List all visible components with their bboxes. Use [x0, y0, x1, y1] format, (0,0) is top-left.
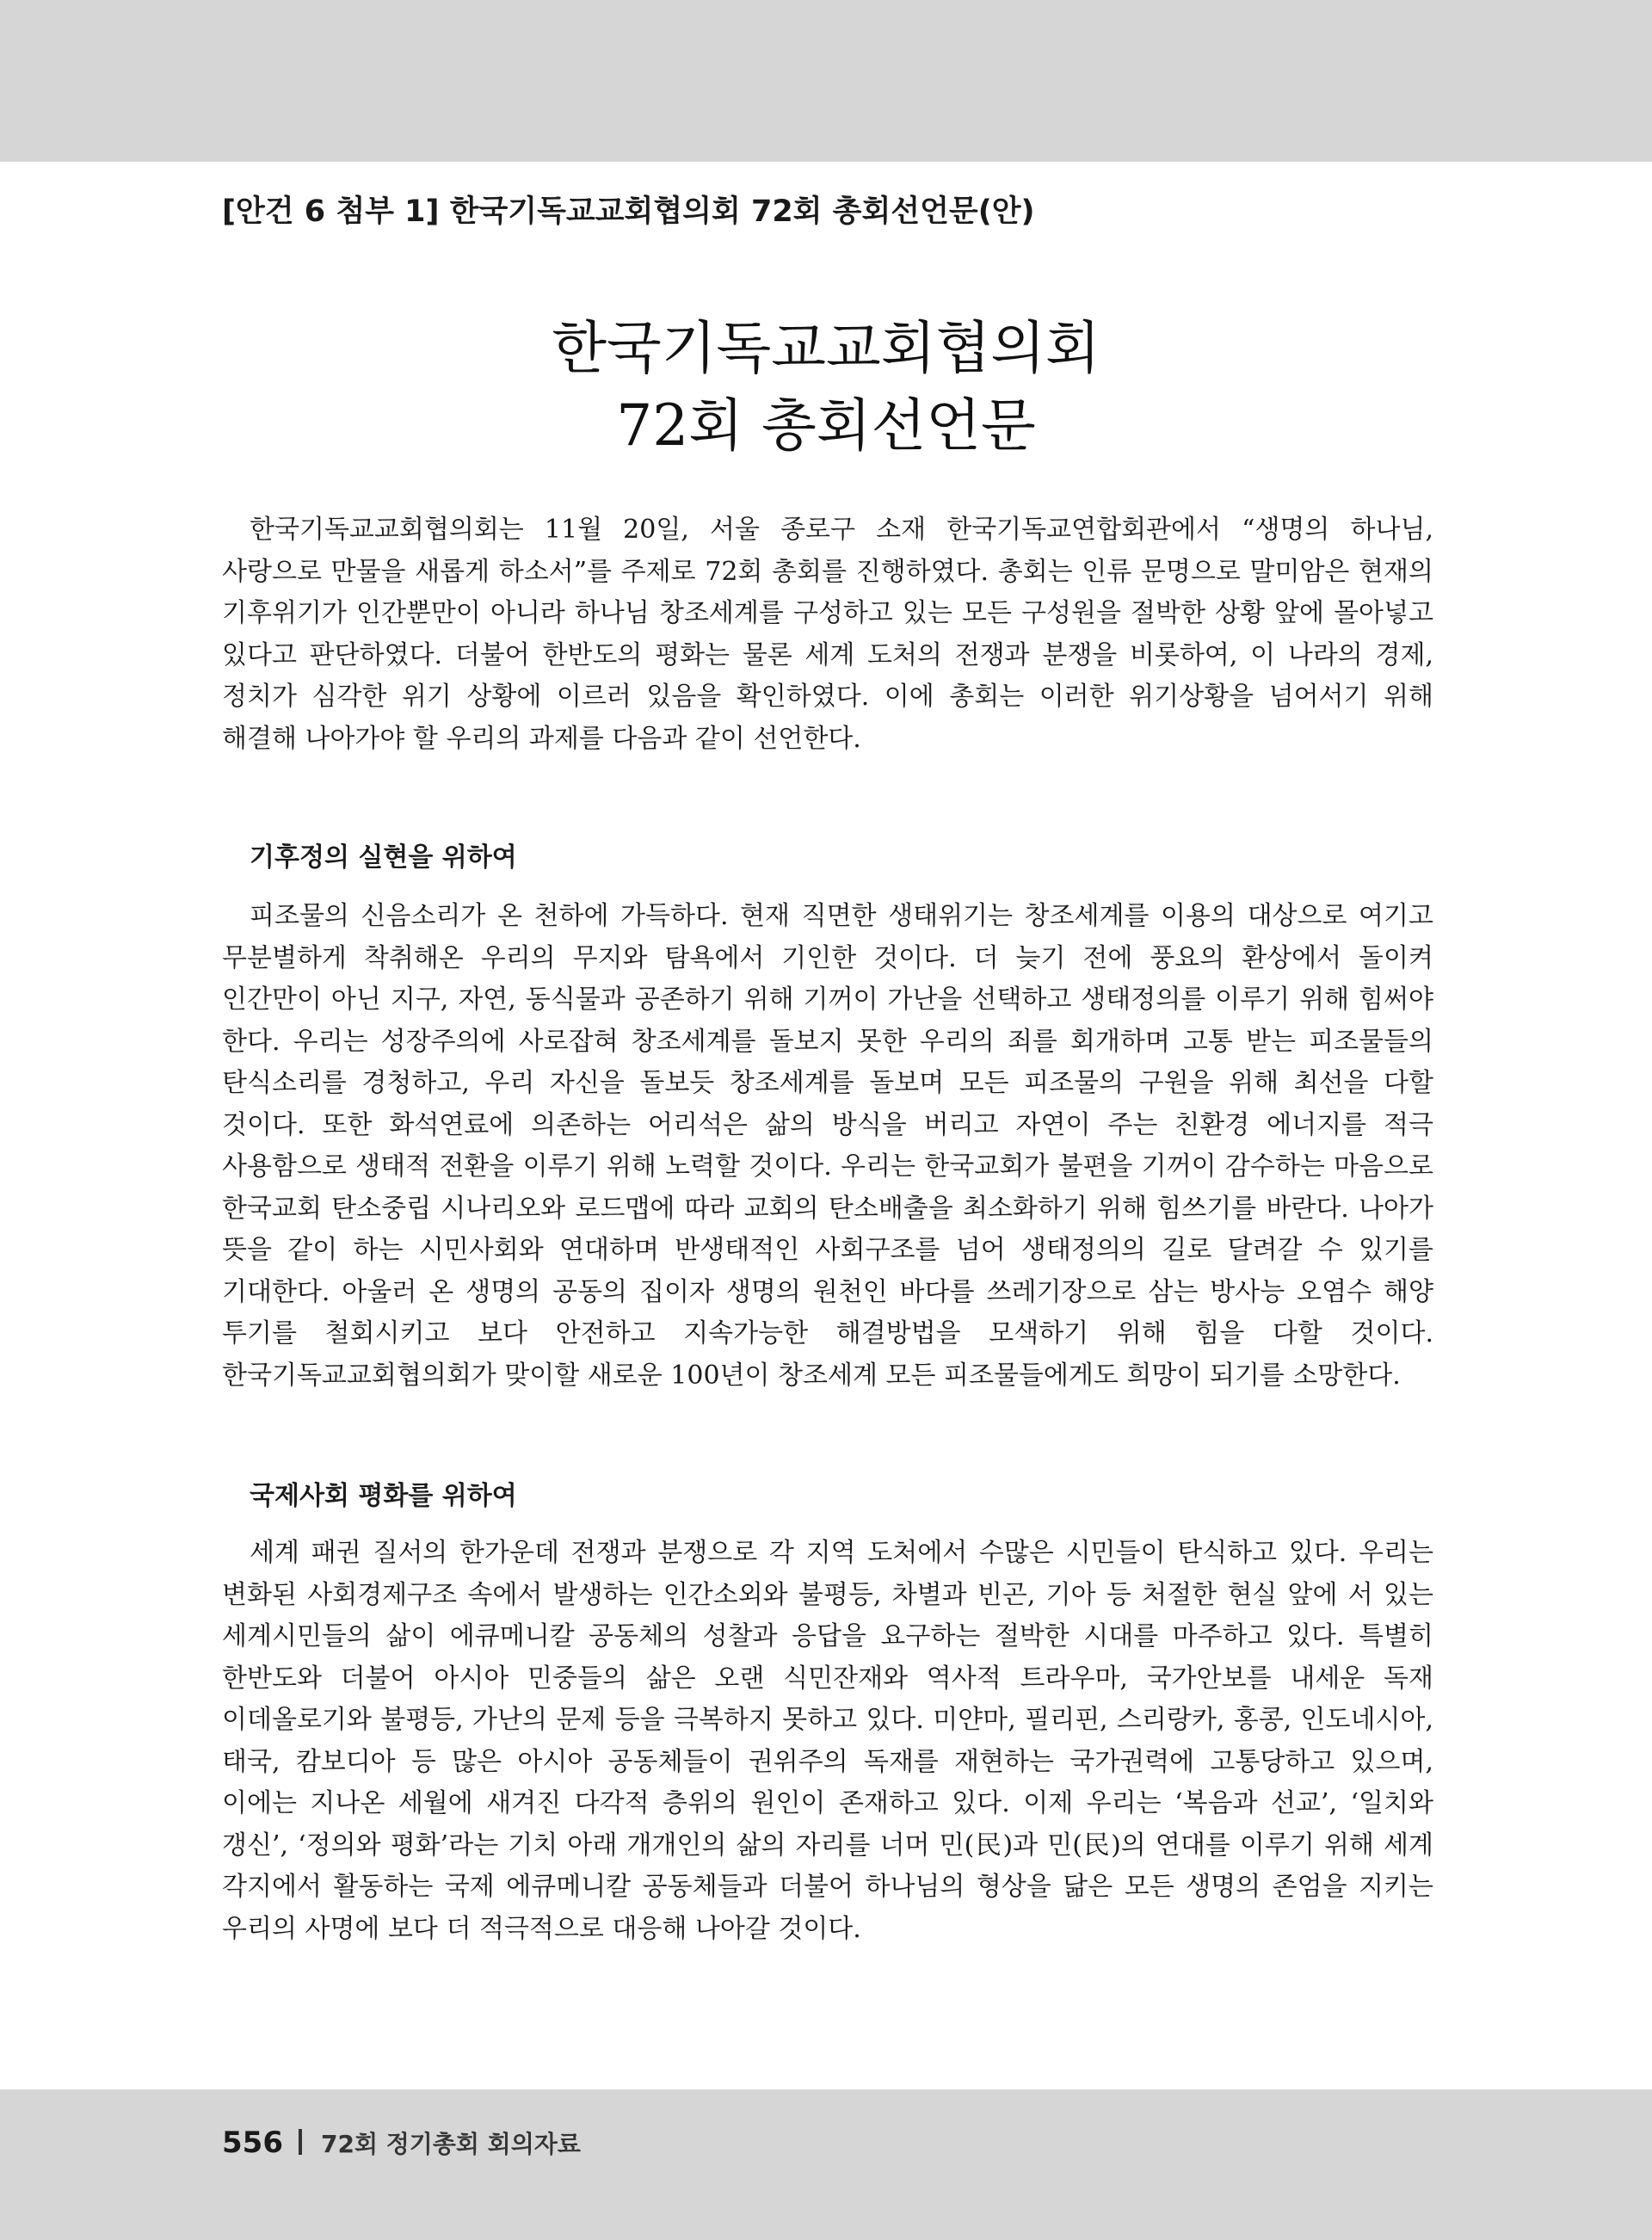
section-paragraph: 피조물의 신음소리가 온 천하에 가득하다. 현재 직면한 생태위기는 창조세계를 이용의 대상으로 여기고 무분별하게 착취해온 우리의 무지와 탐욕에서 기인한 것이다. 더 늦기 전에 풍요의 환상에서 돌이켜 인간만이 아닌 지구, 자연, 동식물과 공존하기 위해 기꺼이 가난을 선택하고 생태정의를 이루기 위해 힘써야 한다. 우리는 성장주의에 사로잡혀 창조세계를 돌보지 못한 우리의 죄를 회개하며 고통 받는 피조물들의 탄식소리를 경청하고, 우리 자신을 돌보듯 창조세계를 돌보며 모든 피조물의 구원을 위해 최선을 다할 것이다. 또한 화석연료에 의존하는 어리석은 삶의 방식을 버리고 자연이 주는 친환경 에너지를 적극 사용함으로 생태적 전환을 이루기 위해 노력할 것이다. 우리는 한국교회가 불편을 기꺼이 감수하는 마음으로 한국교회 탄소중립 시나리오와 로드맵에 따라 교회의 탄소배출을 최소화하기 위해 힘쓰기를 바란다. 나아가 뜻을 같이 하는 시민사회와 연대하며 반생태적인 사회구조를 넘어 생태정의의 길로 달려갈 수 있기를 기대한다. 아울러 온 생명의 공동의 집이자 생명의 원천인 바다를 쓰레기장으로 삼는 방사능 오염수 해양 투기를 철회시키고 보다 안전하고 지속가능한 해결방법을 모색하기 위해 힘을 다할 것이다. 한국기독교교회협의회가 맞이할 새로운 100년이 창조세계 모든 피조물들에게도 희망이 되기를 소망한다. [222, 901, 1433, 1391]
footer-title: 72회 정기총회 회의자료 [320, 2130, 581, 2158]
section-paragraph: 세계 패권 질서의 한가운데 전쟁과 분쟁으로 각 지역 도처에서 수많은 시민들이 탄식하고 있다. 우리는 변화된 사회경제구조 속에서 발생하는 인간소외와 불평등, 차별과 빈곤, 기아 등 처절한 현실 앞에 서 있는 세계시민들의 삶이 에큐메니칼 공동체의 성찰과 응답을 요구하는 절박한 시대를 마주하고 있다. 특별히 한반도와 더불어 아시아 민중들의 삶은 오랜 식민잔재와 역사적 트라우마, 국가안보를 내세운 독재 이데올로기와 불평등, 가난의 문제 등을 극복하지 못하고 있다. 미얀마, 필리핀, 스리랑카, 홍콩, 인도네시아, 태국, 캄보디아 등 많은 아시아 공동체들이 권위주의 독재를 재현하는 국가권력에 고통당하고 있으며, 이에는 지나온 세월에 새겨진 다각적 층위의 원인이 존재하고 있다. 이제 우리는 ‘복음과 선교’, ‘일치와 갱신’, ‘정의와 평화’라는 기치 아래 개개인의 삶의 자리를 너머 민(民)과 민(民)의 연대를 이루기 위해 세계 각지에서 활동하는 국제 에큐메니칼 공동체들과 더불어 하나님의 형상을 닮은 모든 생명의 존엄을 지키는 우리의 사명에 보다 더 적극적으로 대응해 나아갈 것이다. [222, 1538, 1433, 1944]
page-number: 556 [222, 2126, 283, 2160]
header-band [0, 0, 1652, 162]
section-heading: 국제사회 평화를 위하여 [250, 1481, 517, 1511]
document-title-line-2: 72회 총회선언문 [616, 392, 1036, 459]
footer-divider [299, 2129, 302, 2155]
section-climate-justice [222, 837, 1433, 879]
document-title [0, 310, 1652, 465]
document-title-line-1: 한국기독교교회협의회 [552, 315, 1100, 381]
document-body [222, 509, 1433, 1950]
footer-band [0, 2089, 1652, 2240]
page-footer [222, 2126, 581, 2160]
section-heading: 기후정의 실현을 위하여 [250, 842, 517, 873]
agenda-header: [안건 6 첨부 1] 한국기독교교회협의회 72회 총회선언문(안) [222, 194, 1035, 229]
section-international-peace [222, 1476, 1433, 1517]
intro-paragraph: 한국기독교교회협의회는 11월 20일, 서울 종로구 소재 한국기독교연합회관에서 “생명의 하나님, 사랑으로 만물을 새롭게 하소서”를 주제로 72회 총회를 진행하였다. 총회는 인류 문명으로 말미암은 현재의 기후위기가 인간뿐만이 아니라 하나님 창조세계를 구성하고 있는 모든 구성원을 절박한 상황 앞에 몰아넣고 있다고 판단하였다. 더불어 한반도의 평화는 물론 세계 도처의 전쟁과 분쟁을 비롯하여, 이 나라의 경제, 정치가 심각한 위기 상황에 이르러 있음을 확인하였다. 이에 총회는 이러한 위기상황을 넘어서기 위해 해결해 나아가야 할 우리의 과제를 다음과 같이 선언한다. [222, 515, 1433, 754]
